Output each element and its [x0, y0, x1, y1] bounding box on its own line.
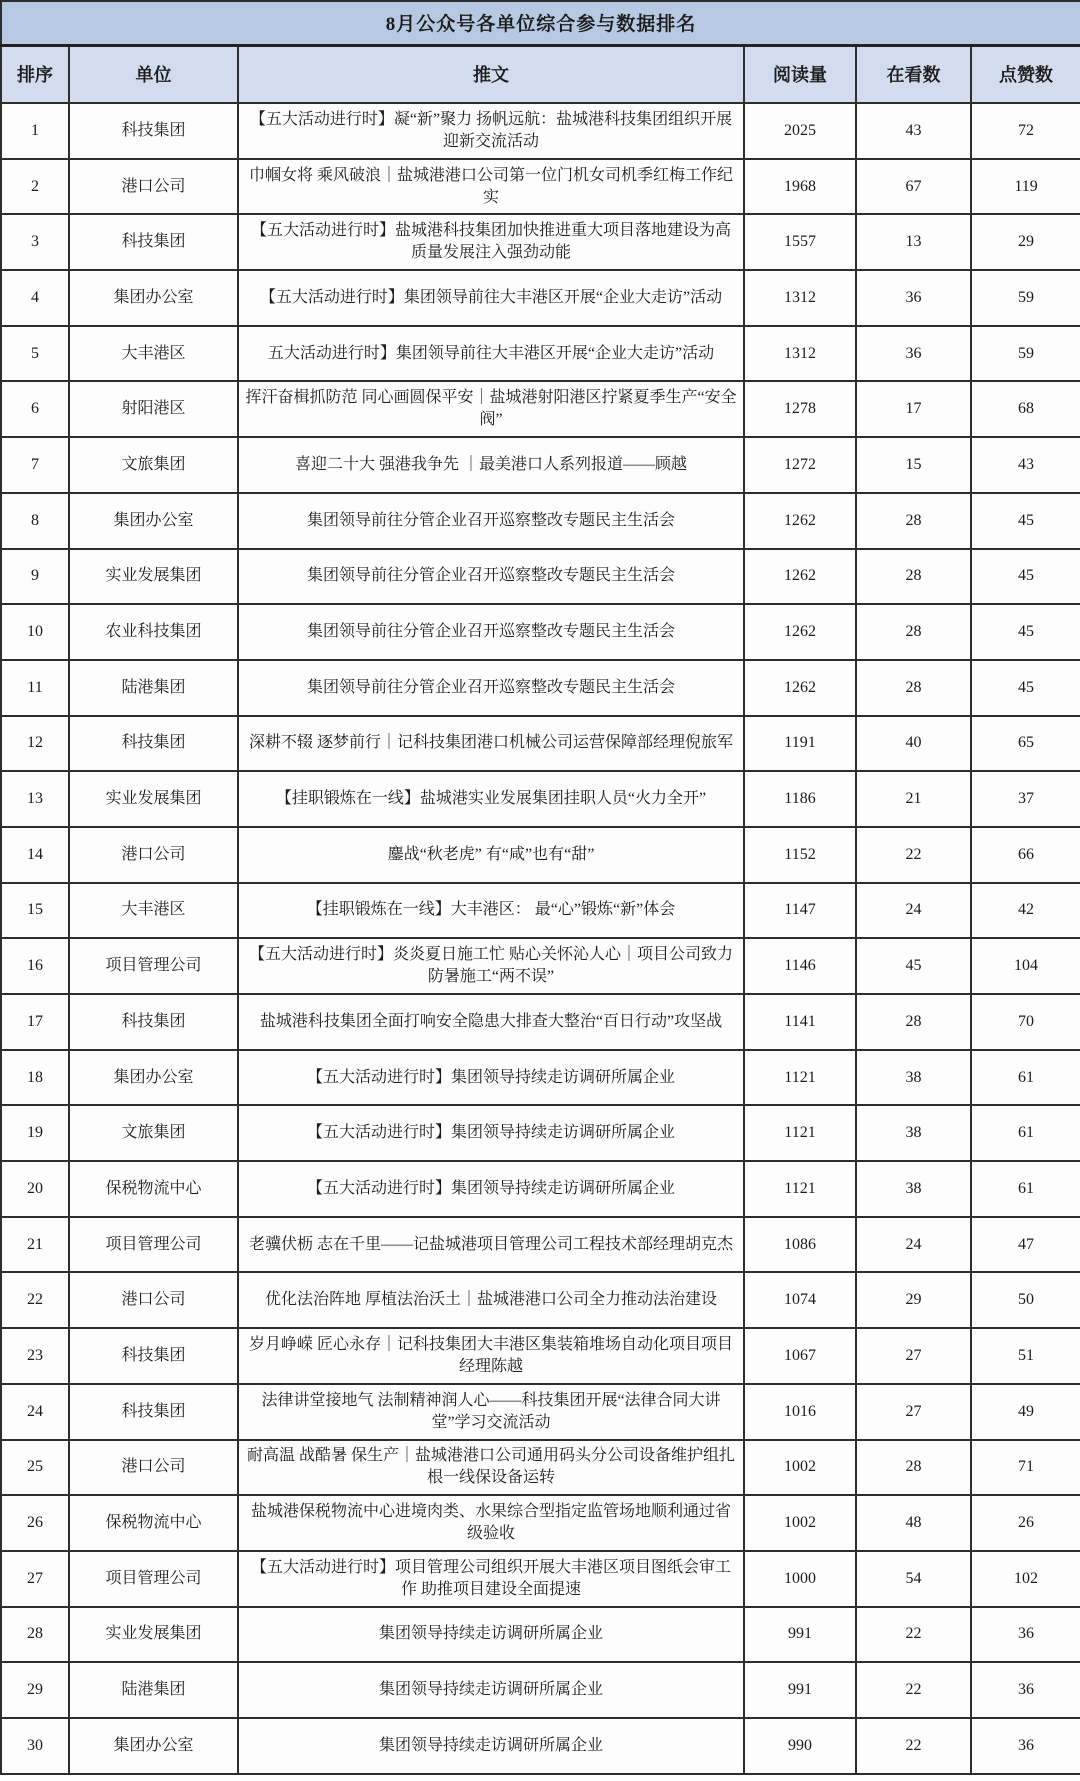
- cell-article: 【五大活动进行时】凝“新”聚力 扬帆远航：盐城港科技集团组织开展迎新交流活动: [238, 103, 744, 159]
- cell-reads: 1968: [744, 159, 856, 215]
- table-row: [1, 549, 1080, 605]
- cell-reads: 991: [744, 1662, 856, 1718]
- cell-article: 法律讲堂接地气 法制精神润人心——科技集团开展“法律合同大讲堂”学习交流活动: [238, 1384, 744, 1440]
- table-row: [1, 1161, 1080, 1217]
- cell-likes: 61: [971, 1105, 1080, 1161]
- table-row: [1, 938, 1080, 994]
- cell-rank: 9: [1, 549, 69, 605]
- cell-watching: 22: [856, 1662, 971, 1718]
- cell-watching: 17: [856, 381, 971, 437]
- cell-article: 老骥伏枥 志在千里——记盐城港项目管理公司工程技术部经理胡克杰: [238, 1217, 744, 1273]
- cell-unit: 科技集团: [69, 716, 238, 772]
- cell-unit: 项目管理公司: [69, 1551, 238, 1607]
- cell-rank: 20: [1, 1161, 69, 1217]
- cell-watching: 28: [856, 549, 971, 605]
- table-row: [1, 381, 1080, 437]
- cell-likes: 50: [971, 1272, 1080, 1328]
- cell-unit: 集团办公室: [69, 1718, 238, 1774]
- cell-watching: 28: [856, 994, 971, 1050]
- cell-article: 耐高温 战酷暑 保生产｜盐城港港口公司通用码头分公司设备维护组扎根一线保设备运转: [238, 1440, 744, 1496]
- cell-article: 【五大活动进行时】集团领导持续走访调研所属企业: [238, 1161, 744, 1217]
- cell-rank: 8: [1, 493, 69, 549]
- cell-reads: 1262: [744, 660, 856, 716]
- cell-unit: 射阳港区: [69, 381, 238, 437]
- cell-unit: 港口公司: [69, 159, 238, 215]
- cell-watching: 43: [856, 103, 971, 159]
- cell-rank: 30: [1, 1718, 69, 1774]
- cell-rank: 13: [1, 771, 69, 827]
- cell-article: 【五大活动进行时】集团领导前往大丰港区开展“企业大走访”活动: [238, 270, 744, 326]
- cell-reads: 2025: [744, 103, 856, 159]
- table-row: [1, 493, 1080, 549]
- cell-likes: 51: [971, 1328, 1080, 1384]
- cell-rank: 18: [1, 1050, 69, 1106]
- cell-watching: 27: [856, 1328, 971, 1384]
- cell-unit: 大丰港区: [69, 883, 238, 939]
- cell-reads: 1186: [744, 771, 856, 827]
- cell-article: 集团领导持续走访调研所属企业: [238, 1662, 744, 1718]
- table-row: [1, 1050, 1080, 1106]
- cell-watching: 38: [856, 1105, 971, 1161]
- cell-reads: 1067: [744, 1328, 856, 1384]
- cell-unit: 港口公司: [69, 1440, 238, 1496]
- cell-rank: 27: [1, 1551, 69, 1607]
- cell-rank: 22: [1, 1272, 69, 1328]
- cell-watching: 27: [856, 1384, 971, 1440]
- cell-rank: 16: [1, 938, 69, 994]
- cell-article: 集团领导前往分管企业召开巡察整改专题民主生活会: [238, 493, 744, 549]
- cell-watching: 38: [856, 1161, 971, 1217]
- cell-likes: 61: [971, 1050, 1080, 1106]
- table-row: [1, 771, 1080, 827]
- cell-rank: 11: [1, 660, 69, 716]
- cell-article: 五大活动进行时】集团领导前往大丰港区开展“企业大走访”活动: [238, 326, 744, 382]
- table-row: [1, 1217, 1080, 1273]
- cell-likes: 49: [971, 1384, 1080, 1440]
- cell-watching: 21: [856, 771, 971, 827]
- header-cell-reads: 阅读量: [744, 45, 856, 103]
- table-row: [1, 1495, 1080, 1551]
- table-row: [1, 1328, 1080, 1384]
- cell-article: 【五大活动进行时】项目管理公司组织开展大丰港区项目图纸会审工作 助推项目建设全面提速: [238, 1551, 744, 1607]
- cell-likes: 37: [971, 771, 1080, 827]
- cell-unit: 实业发展集团: [69, 549, 238, 605]
- cell-likes: 29: [971, 214, 1080, 270]
- cell-article: 深耕不辍 逐梦前行｜记科技集团港口机械公司运营保障部经理倪旅军: [238, 716, 744, 772]
- cell-reads: 1016: [744, 1384, 856, 1440]
- cell-reads: 1086: [744, 1217, 856, 1273]
- cell-unit: 科技集团: [69, 214, 238, 270]
- cell-unit: 陆港集团: [69, 1662, 238, 1718]
- cell-likes: 104: [971, 938, 1080, 994]
- cell-likes: 66: [971, 827, 1080, 883]
- cell-reads: 1262: [744, 493, 856, 549]
- cell-unit: 实业发展集团: [69, 1607, 238, 1663]
- table-row: [1, 1551, 1080, 1607]
- cell-reads: 991: [744, 1607, 856, 1663]
- cell-reads: 1557: [744, 214, 856, 270]
- table-row: [1, 214, 1080, 270]
- cell-reads: 1262: [744, 604, 856, 660]
- cell-likes: 59: [971, 326, 1080, 382]
- cell-likes: 42: [971, 883, 1080, 939]
- cell-article: 盐城港科技集团全面打响安全隐患大排查大整治“百日行动”攻坚战: [238, 994, 744, 1050]
- cell-reads: 1278: [744, 381, 856, 437]
- cell-watching: 22: [856, 1718, 971, 1774]
- cell-reads: 1074: [744, 1272, 856, 1328]
- cell-rank: 25: [1, 1440, 69, 1496]
- cell-reads: 1152: [744, 827, 856, 883]
- cell-rank: 3: [1, 214, 69, 270]
- cell-watching: 36: [856, 270, 971, 326]
- cell-likes: 36: [971, 1718, 1080, 1774]
- cell-likes: 68: [971, 381, 1080, 437]
- cell-reads: 1141: [744, 994, 856, 1050]
- cell-watching: 36: [856, 326, 971, 382]
- header-cell-watching: 在看数: [856, 45, 971, 103]
- cell-watching: 48: [856, 1495, 971, 1551]
- cell-unit: 集团办公室: [69, 493, 238, 549]
- cell-unit: 科技集团: [69, 994, 238, 1050]
- table-row: [1, 604, 1080, 660]
- cell-rank: 4: [1, 270, 69, 326]
- cell-likes: 72: [971, 103, 1080, 159]
- cell-article: 鏖战“秋老虎” 有“咸”也有“甜”: [238, 827, 744, 883]
- cell-reads: 1262: [744, 549, 856, 605]
- cell-reads: 1272: [744, 437, 856, 493]
- cell-watching: 67: [856, 159, 971, 215]
- cell-likes: 61: [971, 1161, 1080, 1217]
- cell-reads: 1312: [744, 326, 856, 382]
- table-row: [1, 1440, 1080, 1496]
- cell-unit: 科技集团: [69, 1328, 238, 1384]
- cell-likes: 43: [971, 437, 1080, 493]
- cell-rank: 28: [1, 1607, 69, 1663]
- cell-unit: 实业发展集团: [69, 771, 238, 827]
- header-cell-unit: 单位: [69, 45, 238, 103]
- cell-rank: 1: [1, 103, 69, 159]
- cell-article: 集团领导前往分管企业召开巡察整改专题民主生活会: [238, 604, 744, 660]
- table-row: [1, 660, 1080, 716]
- cell-reads: 1121: [744, 1105, 856, 1161]
- cell-likes: 71: [971, 1440, 1080, 1496]
- header-cell-rank: 排序: [1, 45, 69, 103]
- cell-unit: 科技集团: [69, 1384, 238, 1440]
- table-row: [1, 1718, 1080, 1774]
- cell-article: 【五大活动进行时】炎炎夏日施工忙 贴心关怀沁人心｜项目公司致力防暑施工“两不误”: [238, 938, 744, 994]
- cell-rank: 6: [1, 381, 69, 437]
- cell-article: 【挂职锻炼在一线】盐城港实业发展集团挂职人员“火力全开”: [238, 771, 744, 827]
- cell-article: 盐城港保税物流中心进境肉类、水果综合型指定监管场地顺利通过省级验收: [238, 1495, 744, 1551]
- table-header-row: [1, 45, 1080, 103]
- cell-watching: 40: [856, 716, 971, 772]
- cell-reads: 1121: [744, 1161, 856, 1217]
- cell-rank: 21: [1, 1217, 69, 1273]
- cell-unit: 陆港集团: [69, 660, 238, 716]
- header-cell-likes: 点赞数: [971, 45, 1080, 103]
- cell-article: 【五大活动进行时】盐城港科技集团加快推进重大项目落地建设为高质量发展注入强劲动能: [238, 214, 744, 270]
- cell-article: 挥汗奋楫抓防范 同心画圆保平安｜盐城港射阳港区拧紧夏季生产“安全阀”: [238, 381, 744, 437]
- cell-watching: 13: [856, 214, 971, 270]
- cell-article: 岁月峥嵘 匠心永存｜记科技集团大丰港区集装箱堆场自动化项目项目经理陈越: [238, 1328, 744, 1384]
- cell-article: 集团领导前往分管企业召开巡察整改专题民主生活会: [238, 660, 744, 716]
- cell-likes: 45: [971, 549, 1080, 605]
- table-row: [1, 437, 1080, 493]
- cell-rank: 26: [1, 1495, 69, 1551]
- cell-unit: 农业科技集团: [69, 604, 238, 660]
- cell-likes: 45: [971, 660, 1080, 716]
- cell-unit: 集团办公室: [69, 270, 238, 326]
- cell-likes: 36: [971, 1607, 1080, 1663]
- page-title: 8月公众号各单位综合参与数据排名: [1, 1, 1080, 45]
- cell-watching: 45: [856, 938, 971, 994]
- cell-watching: 38: [856, 1050, 971, 1106]
- cell-watching: 22: [856, 827, 971, 883]
- cell-article: 集团领导前往分管企业召开巡察整改专题民主生活会: [238, 549, 744, 605]
- cell-article: 【五大活动进行时】集团领导持续走访调研所属企业: [238, 1105, 744, 1161]
- table-row: [1, 1384, 1080, 1440]
- table-row: [1, 1607, 1080, 1663]
- table-row: [1, 1272, 1080, 1328]
- cell-unit: 大丰港区: [69, 326, 238, 382]
- cell-reads: 1147: [744, 883, 856, 939]
- cell-reads: 1121: [744, 1050, 856, 1106]
- cell-watching: 28: [856, 493, 971, 549]
- cell-watching: 15: [856, 437, 971, 493]
- table-row: [1, 326, 1080, 382]
- cell-rank: 7: [1, 437, 69, 493]
- cell-rank: 15: [1, 883, 69, 939]
- cell-unit: 科技集团: [69, 103, 238, 159]
- cell-likes: 65: [971, 716, 1080, 772]
- cell-article: 【挂职锻炼在一线】大丰港区： 最“心”锻炼“新”体会: [238, 883, 744, 939]
- cell-watching: 24: [856, 883, 971, 939]
- cell-watching: 28: [856, 604, 971, 660]
- cell-rank: 17: [1, 994, 69, 1050]
- cell-likes: 47: [971, 1217, 1080, 1273]
- table-row: [1, 883, 1080, 939]
- cell-reads: 1191: [744, 716, 856, 772]
- cell-unit: 项目管理公司: [69, 938, 238, 994]
- cell-rank: 19: [1, 1105, 69, 1161]
- cell-unit: 港口公司: [69, 1272, 238, 1328]
- cell-likes: 59: [971, 270, 1080, 326]
- cell-likes: 119: [971, 159, 1080, 215]
- table-row: [1, 1105, 1080, 1161]
- table-row: [1, 103, 1080, 159]
- cell-article: 【五大活动进行时】集团领导持续走访调研所属企业: [238, 1050, 744, 1106]
- cell-unit: 保税物流中心: [69, 1161, 238, 1217]
- cell-rank: 12: [1, 716, 69, 772]
- cell-likes: 70: [971, 994, 1080, 1050]
- cell-article: 优化法治阵地 厚植法治沃土｜盐城港港口公司全力推动法治建设: [238, 1272, 744, 1328]
- cell-article: 喜迎二十大 强港我争先 ｜最美港口人系列报道——顾越: [238, 437, 744, 493]
- cell-article: 集团领导持续走访调研所属企业: [238, 1607, 744, 1663]
- table-row: [1, 1662, 1080, 1718]
- cell-watching: 54: [856, 1551, 971, 1607]
- cell-rank: 2: [1, 159, 69, 215]
- table-row: [1, 270, 1080, 326]
- table-row: [1, 159, 1080, 215]
- cell-rank: 29: [1, 1662, 69, 1718]
- cell-rank: 5: [1, 326, 69, 382]
- cell-unit: 项目管理公司: [69, 1217, 238, 1273]
- cell-unit: 文旅集团: [69, 1105, 238, 1161]
- cell-likes: 36: [971, 1662, 1080, 1718]
- cell-reads: 1312: [744, 270, 856, 326]
- cell-reads: 990: [744, 1718, 856, 1774]
- cell-rank: 23: [1, 1328, 69, 1384]
- cell-likes: 102: [971, 1551, 1080, 1607]
- table-row: [1, 716, 1080, 772]
- cell-rank: 14: [1, 827, 69, 883]
- table-title-row: [1, 1, 1080, 45]
- cell-watching: 29: [856, 1272, 971, 1328]
- cell-reads: 1002: [744, 1440, 856, 1496]
- cell-watching: 22: [856, 1607, 971, 1663]
- cell-rank: 24: [1, 1384, 69, 1440]
- cell-reads: 1002: [744, 1495, 856, 1551]
- table-row: [1, 994, 1080, 1050]
- header-cell-article: 推文: [238, 45, 744, 103]
- cell-article: 集团领导持续走访调研所属企业: [238, 1718, 744, 1774]
- cell-reads: 1000: [744, 1551, 856, 1607]
- cell-unit: 集团办公室: [69, 1050, 238, 1106]
- cell-unit: 文旅集团: [69, 437, 238, 493]
- cell-unit: 港口公司: [69, 827, 238, 883]
- cell-watching: 24: [856, 1217, 971, 1273]
- cell-unit: 保税物流中心: [69, 1495, 238, 1551]
- cell-likes: 26: [971, 1495, 1080, 1551]
- cell-reads: 1146: [744, 938, 856, 994]
- cell-likes: 45: [971, 604, 1080, 660]
- cell-watching: 28: [856, 1440, 971, 1496]
- cell-article: 巾帼女将 乘风破浪｜盐城港港口公司第一位门机女司机季红梅工作纪实: [238, 159, 744, 215]
- table-row: [1, 827, 1080, 883]
- cell-watching: 28: [856, 660, 971, 716]
- cell-rank: 10: [1, 604, 69, 660]
- cell-likes: 45: [971, 493, 1080, 549]
- table-body: [1, 103, 1080, 1774]
